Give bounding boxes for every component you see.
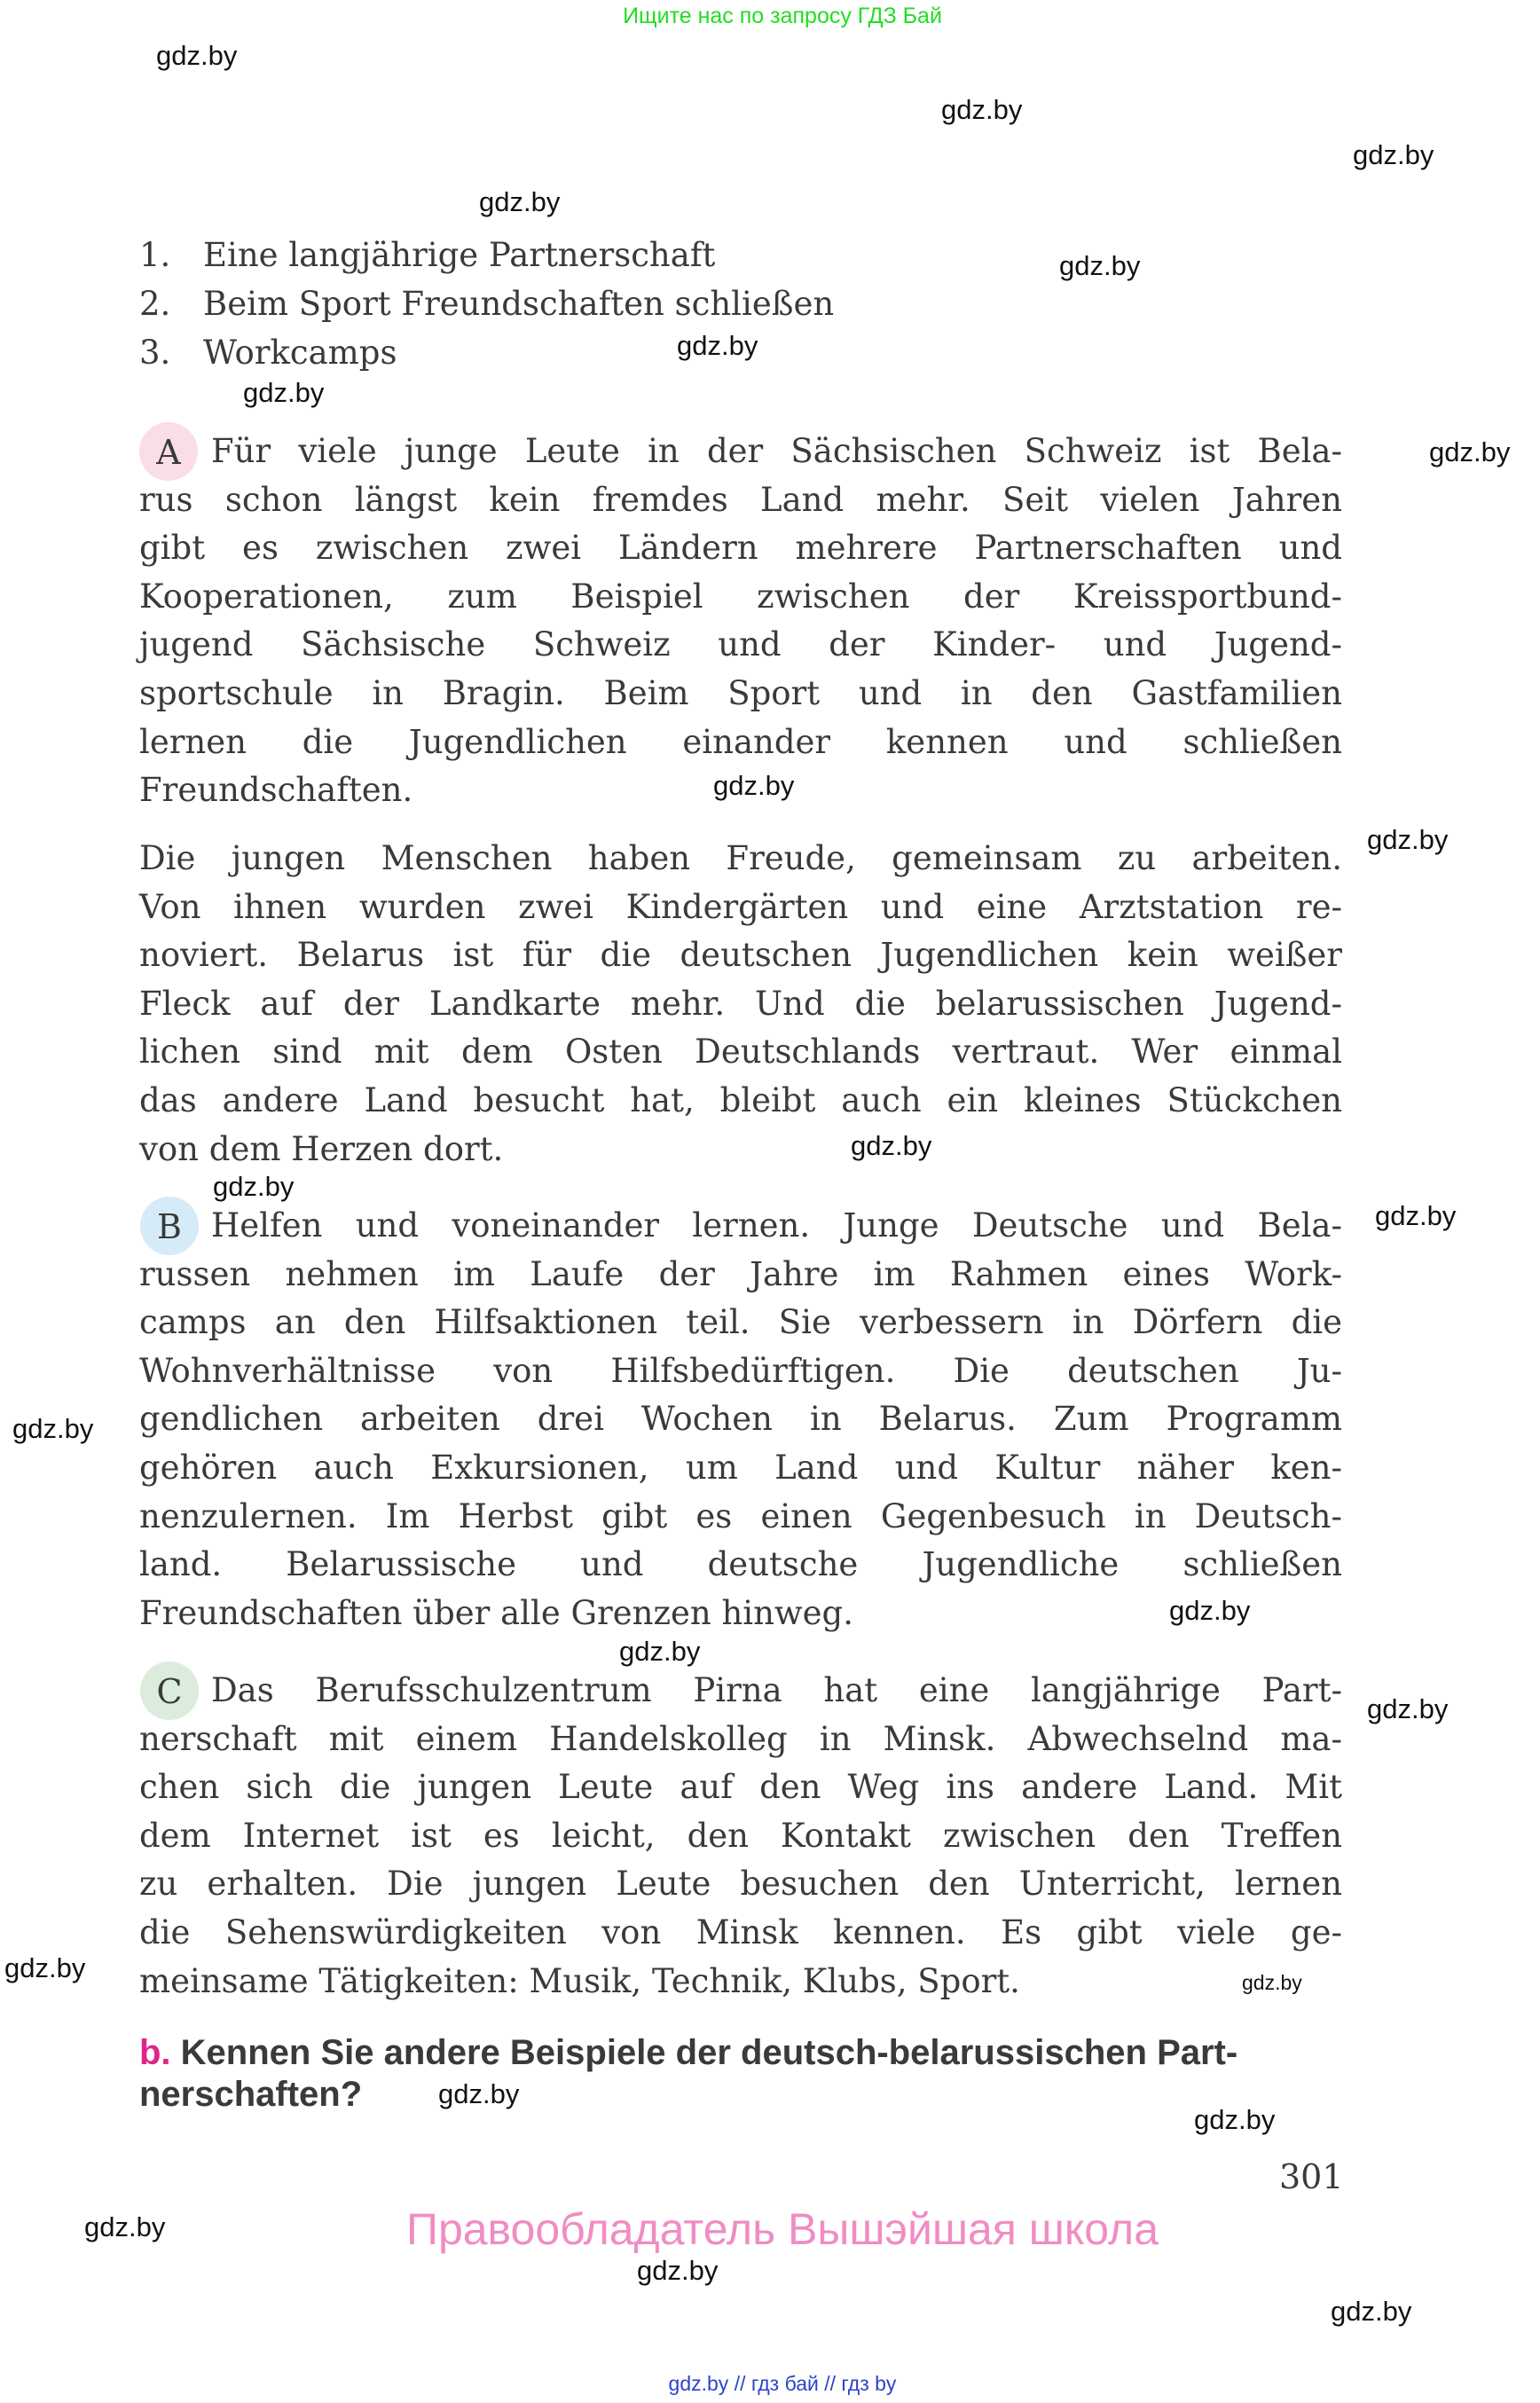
paragraph-line: Die jungen Menschen haben Freude, gemeinsam zu arbeiten. (139, 839, 1342, 877)
watermark-text: gdz.by (677, 330, 758, 361)
paragraph-line: jugend Sächsische Schweiz und der Kinder- und Jugend- (139, 625, 1342, 664)
list-item (139, 329, 397, 377)
paragraph-line: Für viele junge Leute in der Sächsischen Schweiz ist Bela- (211, 432, 1342, 470)
list-text: Beim Sport Freundschaften schließen (203, 285, 835, 323)
paragraph-line: chen sich die jungen Leute auf den Weg ins andere Land. Mit (139, 1768, 1342, 1807)
watermark-text: gdz.by (1353, 139, 1434, 170)
paragraph-line: Kooperationen, zum Beispiel zwischen der Kreissportbund- (139, 577, 1342, 616)
question-b-line2: nerschaften? (139, 2075, 363, 2114)
paragraph-line: sportschule in Bragin. Beim Sport und in den Gastfamilien (139, 674, 1342, 712)
paragraph-line: nerschaft mit einem Handelskolleg in Minsk. Abwechselnd ma- (139, 1719, 1342, 1758)
list-number: 1. (139, 236, 171, 274)
paragraph-line: Freundschaften. (139, 771, 413, 810)
question-letter: b. (139, 2033, 171, 2072)
watermark-text: gdz.by (1375, 1200, 1457, 1231)
watermark-text: gdz.by (619, 1636, 701, 1667)
watermark-text: gdz.by (941, 94, 1023, 125)
question-text: Kennen Sie andere Beispiele der deutsch-belarussischen Part- (180, 2033, 1238, 2072)
paragraph-line: zu erhalten. Die jungen Leute besuchen den Unterricht, lernen (139, 1865, 1342, 1904)
paragraph-line: Von ihnen wurden zwei Kindergärten und eine Arztstation re- (139, 887, 1342, 926)
paragraph-line: camps an den Hilfsaktionen teil. Sie verbessern in Dörfern die (139, 1303, 1342, 1342)
section-badge-a: A (139, 422, 198, 481)
paragraph-line: das andere Land besucht hat, bleibt auch ein kleines Stückchen (139, 1081, 1342, 1119)
paragraph-line: russen nehmen im Laufe der Jahre im Rahmen eines Work- (139, 1254, 1342, 1293)
watermark-text: gdz.by (156, 40, 238, 71)
watermark-text: gdz.by (1242, 1971, 1302, 1994)
footer-links[interactable]: gdz.by // гдз бай // гдз by (668, 2372, 897, 2395)
paragraph-line: lernen die Jugendlichen einander kennen und schließen (139, 722, 1342, 761)
paragraph-line: land. Belarussische und deutsche Jugendliche schließen (139, 1545, 1342, 1584)
paragraph-line: lichen sind mit dem Osten Deutschlands vertraut. Wer einmal (139, 1033, 1342, 1072)
watermark-text: gdz.by (479, 186, 561, 217)
watermark-text: gdz.by (851, 1130, 932, 1161)
list-item (139, 280, 834, 328)
watermark-text: gdz.by (1194, 2104, 1276, 2135)
paragraph-line: Freundschaften über alle Grenzen hinweg. (139, 1593, 853, 1632)
watermark-text: gdz.by (637, 2255, 719, 2286)
paragraph-line: Helfen und voneinander lernen. Junge Deutsche und Bela- (211, 1206, 1342, 1245)
watermark-text: gdz.by (4, 1952, 86, 1983)
watermark-text: gdz.by (438, 2078, 520, 2109)
watermark-text: gdz.by (243, 377, 325, 408)
paragraph-line: rus schon längst kein fremdes Land mehr. Seit vielen Jahren (139, 480, 1342, 519)
section-badge-b: B (140, 1197, 199, 1255)
section-badge-c: C (140, 1661, 199, 1720)
paragraph-line: gendlichen arbeiten drei Wochen in Belarus. Zum Programm (139, 1400, 1342, 1439)
paragraph-line: von dem Herzen dort. (139, 1129, 504, 1168)
list-number: 3. (139, 334, 171, 372)
watermark-text: gdz.by (1367, 1693, 1449, 1724)
paragraph-line: Das Berufsschulzentrum Pirna hat eine langjährige Part- (211, 1671, 1342, 1709)
watermark-text: gdz.by (1429, 436, 1511, 467)
question-b-line1 (139, 2032, 1238, 2074)
watermark-text: gdz.by (1331, 2296, 1412, 2327)
watermark-text: gdz.by (213, 1171, 295, 1202)
list-number: 2. (139, 285, 171, 323)
paragraph-line: gibt es zwischen zwei Ländern mehrere Partnerschaften und (139, 529, 1342, 568)
search-hint-banner: Ищите нас по запросу ГДЗ Бай (623, 4, 942, 28)
paragraph-line: die Sehenswürdigkeiten von Minsk kennen. Es gibt viele ge- (139, 1913, 1342, 1951)
paragraph-line: noviert. Belarus ist für die deutschen Jugendlichen kein weißer (139, 936, 1342, 975)
watermark-text: gdz.by (84, 2211, 166, 2242)
watermark-text: gdz.by (12, 1413, 94, 1444)
watermark-text: gdz.by (1169, 1595, 1251, 1626)
list-item (139, 232, 715, 279)
list-text: Workcamps (203, 334, 397, 372)
paragraph-line: Wohnverhältnisse von Hilfsbedürftigen. Die deutschen Ju- (139, 1351, 1342, 1390)
paragraph-line: meinsame Tätigkeiten: Musik, Technik, Klubs, Sport. (139, 1961, 1020, 2000)
paragraph-line: nenzulernen. Im Herbst gibt es einen Gegenbesuch in Deutsch- (139, 1496, 1342, 1535)
paragraph-line: dem Internet ist es leicht, den Kontakt zwischen den Treffen (139, 1816, 1342, 1855)
rights-holder-notice: Правообладатель Вышэйшая школа (406, 2204, 1159, 2254)
list-text: Eine langjährige Partnerschaft (203, 236, 716, 274)
page-number: 301 (1279, 2157, 1344, 2196)
paragraph-line: gehören auch Exkursionen, um Land und Kultur näher ken- (139, 1449, 1342, 1487)
watermark-text: gdz.by (713, 770, 795, 801)
watermark-text: gdz.by (1059, 250, 1141, 281)
watermark-text: gdz.by (1367, 824, 1449, 855)
paragraph-line: Fleck auf der Landkarte mehr. Und die belarussischen Jugend- (139, 984, 1342, 1023)
